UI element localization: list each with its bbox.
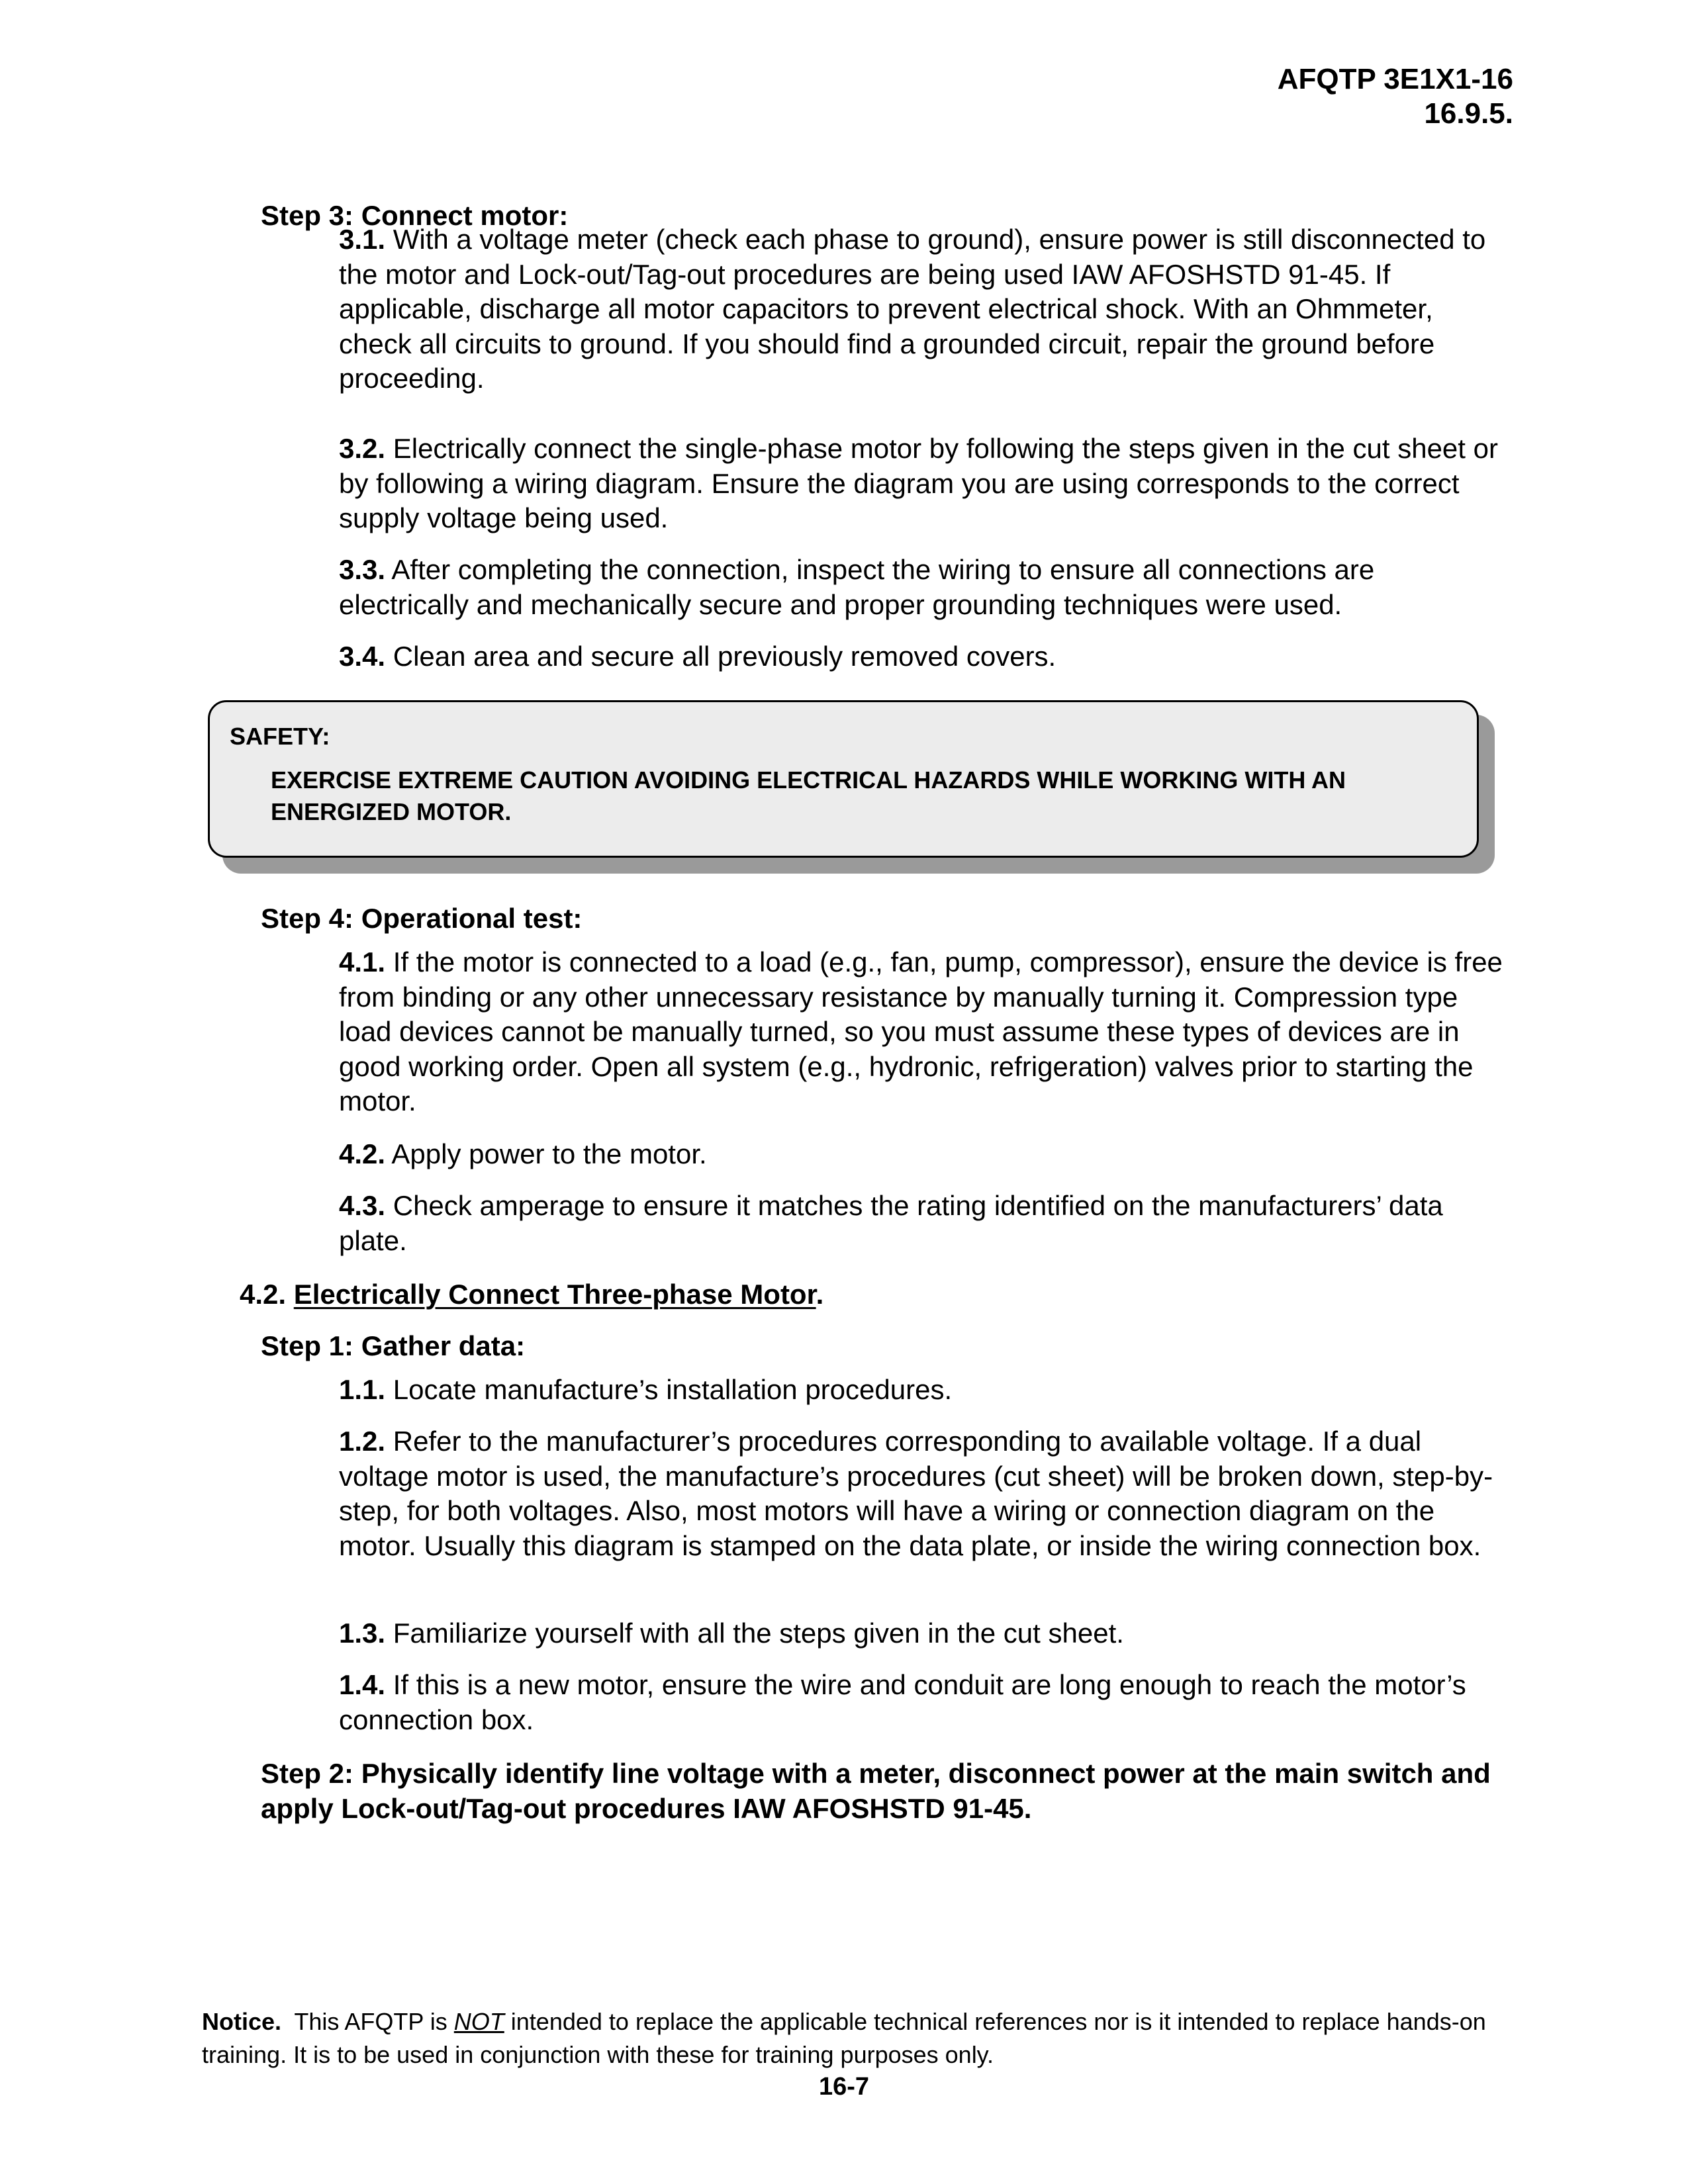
step1-item-4: 1.4. If this is a new motor, ensure the wire and conduit are long enough to reach the motor’s connection box.	[339, 1669, 1466, 1735]
document-id: AFQTP 3E1X1-16	[1277, 63, 1513, 95]
page-number: 16-7	[818, 2073, 870, 2101]
step3-item-3: 3.3. After completing the connection, inspect the wiring to ensure all connections are electrically and mechanically secure and proper grounding techniques were used.	[339, 554, 1375, 620]
step4-heading: Step 4: Operational test:	[261, 903, 583, 934]
step3-item-1: 3.1. With a voltage meter (check each phase to ground), ensure power is still disconnected to the motor and Lock-out/Tag-out procedures are being used IAW AFOSHSTD 91-45. If applicable, discharge all motor capacitors to prevent electrical shock. With an Ohmmeter, check all circuits to ground. If you should find a grounded circuit, repair the ground before proceeding.	[339, 224, 1486, 394]
safety-message: EXERCISE EXTREME CAUTION AVOIDING ELECTRICAL HAZARDS WHILE WORKING WITH AN ENERGIZED MOTOR.	[271, 766, 1346, 825]
step4-item-3: 4.3. Check amperage to ensure it matches the rating identified on the manufacturers’ data plate.	[339, 1190, 1443, 1256]
section-number: 16.9.5.	[1424, 97, 1513, 130]
step1-item-2: 1.2. Refer to the manufacturer’s procedures corresponding to available voltage. If a dual voltage motor is used, the manufacture’s procedures (cut sheet) will be broken down, step-by-step, for both voltages. Also, most motors will have a wiring or connection diagram on the motor. Usually this diagram is stamped on the data plate, or inside the wiring connection box.	[339, 1426, 1493, 1561]
step3-heading: Step 3: Connect motor:	[261, 200, 569, 231]
safety-label: SAFETY:	[230, 723, 330, 750]
step2-heading: Step 2: Physically identify line voltage with a meter, disconnect power at the main switch and apply Lock-out/Tag-out procedures IAW AFOSHSTD 91-45.	[261, 1758, 1491, 1824]
step3-item-2: 3.2. Electrically connect the single-phase motor by following the steps given in the cut sheet or by following a wiring diagram. Ensure the diagram you are using corresponds to the correct supply voltage being used.	[339, 433, 1498, 534]
safety-callout	[208, 700, 1479, 858]
step4-item-1: 4.1. If the motor is connected to a load (e.g., fan, pump, compressor), ensure the device is free from binding or any other unnecessary resistance by manually turning it. Compression type load devices cannot be manually turned, so you must assume these types of devices are in good working order. Open all system (e.g., hydronic, refrigeration) valves prior to starting the motor.	[339, 946, 1503, 1117]
step3-item-4: 3.4. Clean area and secure all previously removed covers.	[339, 641, 1056, 672]
step4-item-2: 4.2. Apply power to the motor.	[339, 1138, 707, 1169]
step1-item-3: 1.3. Familiarize yourself with all the steps given in the cut sheet.	[339, 1617, 1124, 1649]
notice-footer: Notice. This AFQTP is NOT intended to replace the applicable technical references nor is it intended to replace hands-on training. It is to be used in conjunction with these for training purposes only.	[202, 2008, 1486, 2068]
section-4-2-heading: 4.2. Electrically Connect Three-phase Motor.	[240, 1279, 824, 1310]
step1-heading: Step 1: Gather data:	[261, 1330, 526, 1361]
step1-item-1: 1.1. Locate manufacture’s installation procedures.	[339, 1374, 953, 1405]
